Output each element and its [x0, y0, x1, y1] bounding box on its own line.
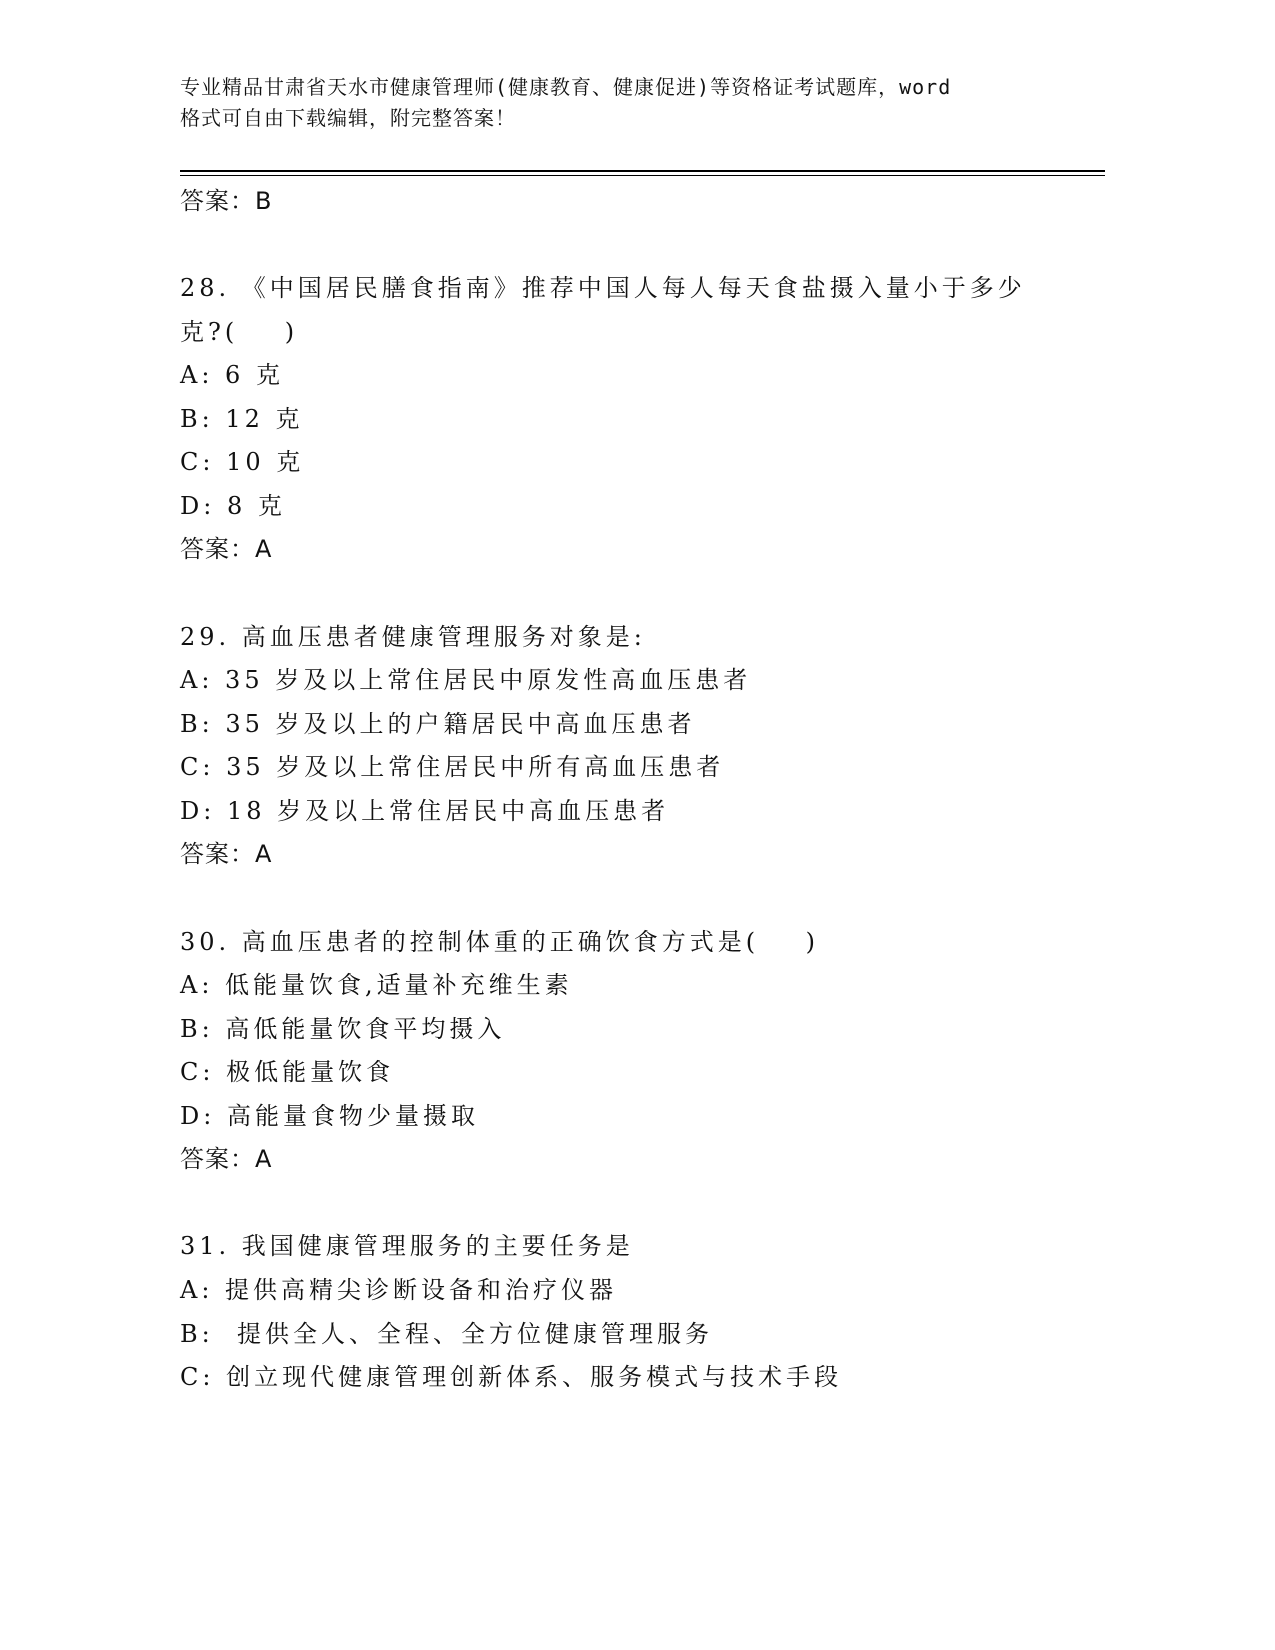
option-line: C: 创立现代健康管理创新体系、服务模式与技术手段: [180, 1363, 843, 1392]
question-text: 29. 高血压患者健康管理服务对象是:: [180, 622, 646, 651]
option-line: C: 10 克: [180, 448, 305, 477]
option-line: A: 提供高精尖诊断设备和治疗仪器: [180, 1276, 618, 1304]
document-header-line-1: 专业精品甘肃省天水市健康管理师(健康教育、健康促进)等资格证考试题库，word: [180, 75, 952, 99]
answer-line: 答案：A: [180, 1145, 273, 1174]
question-text: 克?( ): [180, 317, 299, 346]
option-line: D: 18 岁及以上常住居民中高血压患者: [180, 796, 670, 825]
header-divider-bottom: [180, 175, 1105, 176]
option-line: B: 提供全人、全程、全方位健康管理服务: [180, 1319, 713, 1348]
option-line: C: 35 岁及以上常住居民中所有高血压患者: [180, 753, 725, 782]
answer-line: 答案：B: [180, 187, 273, 215]
option-line: A: 6 克: [180, 361, 284, 390]
option-line: B: 35 岁及以上的户籍居民中高血压患者: [180, 709, 696, 738]
option-line: D: 高能量食物少量摄取: [180, 1101, 479, 1130]
header-divider-top: [180, 170, 1105, 172]
question-text: 28. 《中国居民膳食指南》推荐中国人每人每天食盐摄入量小于多少: [180, 274, 1026, 303]
option-line: D: 8 克: [180, 491, 286, 520]
option-line: A: 低能量饮食,适量补充维生素: [180, 971, 573, 1000]
question-text: 30. 高血压患者的控制体重的正确饮食方式是( ): [180, 927, 820, 956]
option-line: A: 35 岁及以上常住居民中原发性高血压患者: [180, 666, 752, 695]
option-line: C: 极低能量饮食: [180, 1058, 395, 1087]
answer-line: 答案：A: [180, 840, 273, 869]
question-text: 31. 我国健康管理服务的主要任务是: [180, 1232, 634, 1261]
option-line: B: 高低能量饮食平均摄入: [180, 1014, 506, 1043]
document-header-line-2: 格式可自由下载编辑，附完整答案！: [180, 106, 516, 130]
answer-line: 答案：A: [180, 535, 273, 564]
option-line: B: 12 克: [180, 404, 304, 433]
